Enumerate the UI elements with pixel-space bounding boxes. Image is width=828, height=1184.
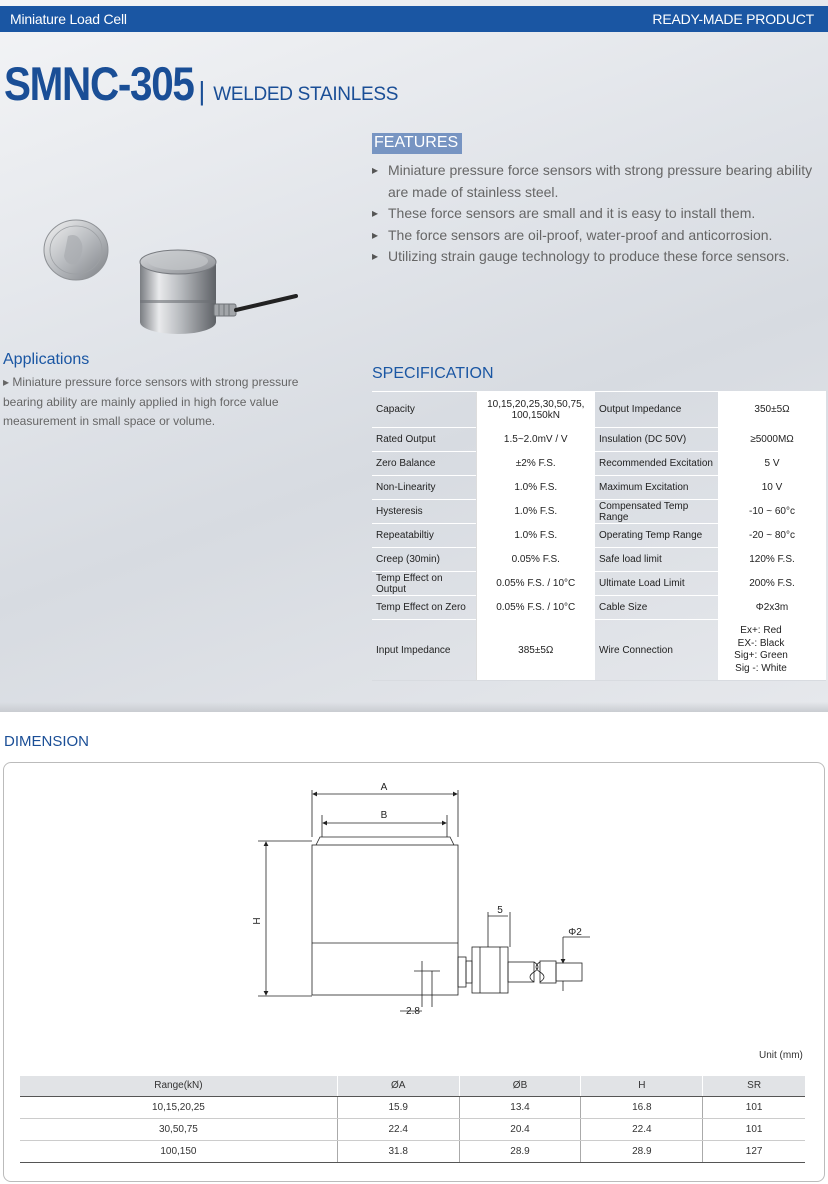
title-separator: |: [198, 76, 206, 106]
spec-value: 0.05% F.S.: [476, 548, 595, 572]
dimension-column-header: ØB: [459, 1076, 581, 1096]
spec-value: 0.05% F.S. / 10°C: [476, 572, 595, 596]
table-row: [20, 1096, 805, 1118]
spec-value: -20 ~ 80°c: [718, 524, 826, 548]
spec-label: Hysteresis: [372, 500, 476, 524]
dimension-heading: DIMENSION: [4, 733, 90, 750]
spec-row: [372, 620, 826, 681]
spec-label: Recommended Excitation: [595, 452, 718, 476]
wire-line: Sig -: White: [735, 662, 787, 674]
wire-connection-value: [718, 620, 826, 681]
category-label: Miniature Load Cell: [10, 11, 127, 27]
feature-item: ▸ Utilizing strain gauge technology to produce these force sensors.: [372, 246, 822, 268]
spec-value: 0.05% F.S. / 10°C: [476, 596, 595, 620]
load-cell-icon: [140, 250, 296, 334]
specification-table: [372, 391, 826, 681]
spec-label: Safe load limit: [595, 548, 718, 572]
applications-heading: Applications: [3, 351, 90, 368]
dimension-column-header: H: [581, 1076, 703, 1096]
specification-heading: SPECIFICATION: [372, 365, 494, 382]
product-title: [4, 56, 398, 111]
model-subtitle: WELDED STAINLESS: [213, 84, 399, 105]
product-type-label: READY-MADE PRODUCT: [652, 11, 814, 27]
unit-label: Unit (mm): [759, 1050, 803, 1061]
spec-label: Operating Temp Range: [595, 524, 718, 548]
spec-label: Ultimate Load Limit: [595, 572, 718, 596]
spec-label: Capacity: [372, 392, 476, 428]
table-row: [20, 1118, 805, 1140]
spec-label: Creep (30min): [372, 548, 476, 572]
dim-label-5: 5: [497, 905, 503, 916]
spec-label: Non-Linearity: [372, 476, 476, 500]
table-cell: 20.4: [459, 1118, 581, 1140]
table-cell: 100,150: [20, 1140, 337, 1162]
model-number: SMNC-305: [4, 57, 194, 110]
dim-label-phi2: Φ2: [568, 927, 582, 938]
dimension-drawing: [250, 775, 590, 1025]
table-cell: 28.9: [459, 1140, 581, 1162]
table-cell: 22.4: [581, 1118, 703, 1140]
spec-value: 5 V: [718, 452, 826, 476]
spec-label: Wire Connection: [595, 620, 718, 681]
table-cell: 22.4: [337, 1118, 459, 1140]
spec-value: 1.0% F.S.: [476, 524, 595, 548]
spec-row: [372, 572, 826, 596]
dim-label-h: H: [252, 917, 263, 925]
table-cell: 101: [703, 1096, 805, 1118]
dim-label-2-8: 2.8: [406, 1006, 420, 1017]
applications-section: [3, 351, 323, 432]
applications-text: ▸ Miniature pressure force sensors with strong pressure bearing ability are mainly applied in high force value measurement in small space or volume.: [3, 375, 299, 428]
table-cell: 15.9: [337, 1096, 459, 1118]
spec-value: ≥5000MΩ: [718, 428, 826, 452]
spec-label: Compensated Temp Range: [595, 500, 718, 524]
header-bar: [0, 6, 828, 32]
spec-row: [372, 392, 826, 428]
dim-label-a: A: [380, 782, 388, 793]
table-cell: 31.8: [337, 1140, 459, 1162]
spec-row: [372, 476, 826, 500]
spec-value: Φ2x3m: [718, 596, 826, 620]
table-cell: 127: [703, 1140, 805, 1162]
spec-value: 120% F.S.: [718, 548, 826, 572]
table-cell: 16.8: [581, 1096, 703, 1118]
spec-row: [372, 548, 826, 572]
spec-value: 1.5~2.0mV / V: [476, 428, 595, 452]
dim-label-b: B: [380, 810, 388, 821]
spec-row: [372, 596, 826, 620]
table-cell: 10,15,20,25: [20, 1096, 337, 1118]
dimension-column-header: ØA: [337, 1076, 459, 1096]
features-section: [372, 133, 822, 268]
wire-line: EX-: Black: [737, 637, 785, 649]
product-photo: [38, 212, 298, 362]
spec-label: Cable Size: [595, 596, 718, 620]
dimension-column-header: Range(kN): [20, 1076, 337, 1096]
feature-item: ▸ Miniature pressure force sensors with strong pressure bearing ability are made of stainless steel.: [372, 160, 822, 203]
table-cell: 28.9: [581, 1140, 703, 1162]
table-cell: 13.4: [459, 1096, 581, 1118]
features-list: [372, 160, 822, 268]
feature-item: ▸ These force sensors are small and it is easy to install them.: [372, 203, 822, 225]
spec-label: Temp Effect on Zero: [372, 596, 476, 620]
spec-value: 385±5Ω: [476, 620, 595, 681]
spec-label: Maximum Excitation: [595, 476, 718, 500]
spec-label: Rated Output: [372, 428, 476, 452]
spec-label: Input Impedance: [372, 620, 476, 681]
features-heading: FEATURES: [372, 133, 462, 154]
spec-label: Temp Effect on Output: [372, 572, 476, 596]
spec-row: [372, 428, 826, 452]
spec-value: 1.0% F.S.: [476, 500, 595, 524]
feature-item: ▸ The force sensors are oil-proof, water-proof and anticorrosion.: [372, 225, 822, 247]
spec-value: 10,15,20,25,30,50,75, 100,150kN: [476, 392, 595, 428]
spec-label: Insulation (DC 50V): [595, 428, 718, 452]
dimension-table: [20, 1076, 805, 1163]
spec-value: 1.0% F.S.: [476, 476, 595, 500]
spec-row: [372, 524, 826, 548]
spec-value: 350±5Ω: [718, 392, 826, 428]
dimension-column-header: SR: [703, 1076, 805, 1096]
spec-value: 10 V: [718, 476, 826, 500]
spec-value: ±2% F.S.: [476, 452, 595, 476]
wire-line: Sig+: Green: [734, 650, 788, 661]
spec-label: Zero Balance: [372, 452, 476, 476]
table-row: [20, 1140, 805, 1162]
table-cell: 30,50,75: [20, 1118, 337, 1140]
coin-icon: [44, 220, 108, 280]
wire-line: Ex+: Red: [740, 625, 782, 636]
spec-label: Output Impedance: [595, 392, 718, 428]
spec-row: [372, 500, 826, 524]
spec-label: Repeatabiltiy: [372, 524, 476, 548]
spec-value: -10 ~ 60°c: [718, 500, 826, 524]
dimension-header-row: [20, 1076, 805, 1096]
spec-value: 200% F.S.: [718, 572, 826, 596]
table-cell: 101: [703, 1118, 805, 1140]
spec-row: [372, 452, 826, 476]
